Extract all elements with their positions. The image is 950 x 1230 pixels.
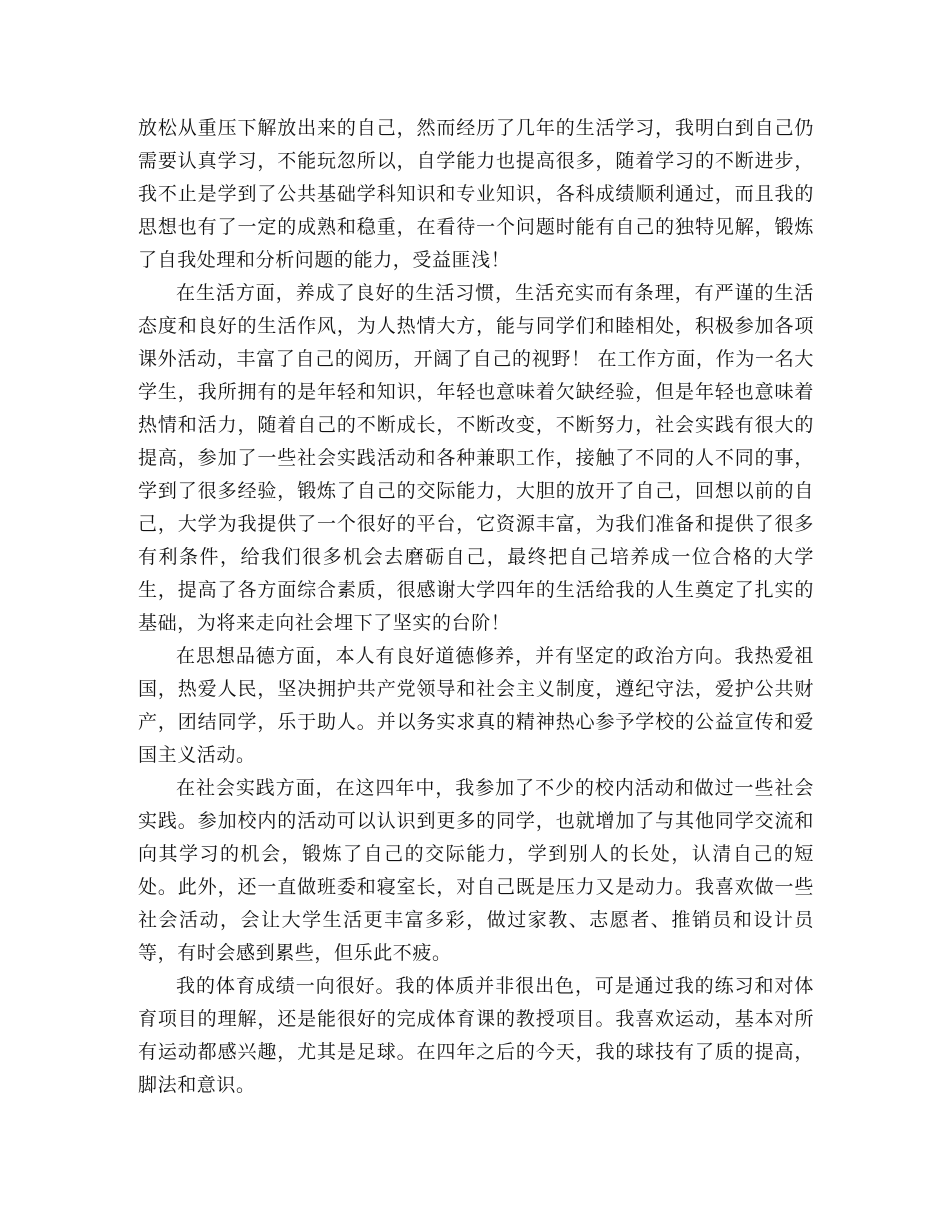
paragraph-life-and-work: 在生活方面，养成了良好的生活习惯，生活充实而有条理，有严谨的生活态度和良好的生活作风，为人热情大方，能与同学们和睦相处，积极参加各项课外活动，丰富了自己的阅历，开阔了自己的视野！ 在工作方面，作为一名大学生，我所拥有的是年轻和知识，年轻也意味着欠缺经验，但是年轻也意味着热情和活力，随着自己的不断成长，不断改变，不断努力，社会实践有很大的提高，参加了一些社会实践活动和各种兼职工作，接触了不同的人不同的事，学到了很多经验，锻炼了自己的交际能力，大胆的放开了自己，回想以前的自己，大学为我提供了一个很好的平台，它资源丰富，为我们准备和提供了很多有利条件，给我们很多机会去磨砺自己，最终把自己培养成一位合格的大学生，提高了各方面综合素质，很感谢大学四年的生活给我的人生奠定了扎实的基础，为将来走向社会埋下了坚实的台阶！ [138,282,814,634]
paragraph-moral-character: 在思想品德方面，本人有良好道德修养，并有坚定的政治方向。我热爱祖国，热爱人民，坚决拥护共产党领导和社会主义制度，遵纪守法，爱护公共财产，团结同学，乐于助人。并以务实求真的精神热心参予学校的公益宣传和爱国主义活动。 [138,645,814,766]
paragraph-social-practice: 在社会实践方面，在这四年中，我参加了不少的校内活动和做过一些社会实践。参加校内的活动可以认识到更多的同学，也就增加了与其他同学交流和向其学习的机会，锻炼了自己的交际能力，学到别人的长处，认清自己的短处。此外，还一直做班委和寝室长，对自己既是压力又是动力。我喜欢做一些社会活动，会让大学生活更丰富多彩，做过家教、志愿者、推销员和设计员等，有时会感到累些，但乐此不疲。 [138,777,814,964]
paragraph-sports: 我的体育成绩一向很好。我的体质并非很出色，可是通过我的练习和对体育项目的理解，还是能很好的完成体育课的教授项目。我喜欢运动，基本对所有运动都感兴趣，尤其是足球。在四年之后的今天，我的球技有了质的提高，脚法和意识。 [138,975,814,1096]
paragraph-study: 放松从重压下解放出来的自己，然而经历了几年的生活学习，我明白到自己仍需要认真学习，不能玩忽所以，自学能力也提高很多，随着学习的不断进步，我不止是学到了公共基础学科知识和专业知识，各科成绩顺利通过，而且我的思想也有了一定的成熟和稳重，在看待一个问题时能有自己的独特见解，锻炼了自我处理和分析问题的能力，受益匪浅！ [138,117,814,271]
document-body [138,112,814,1102]
